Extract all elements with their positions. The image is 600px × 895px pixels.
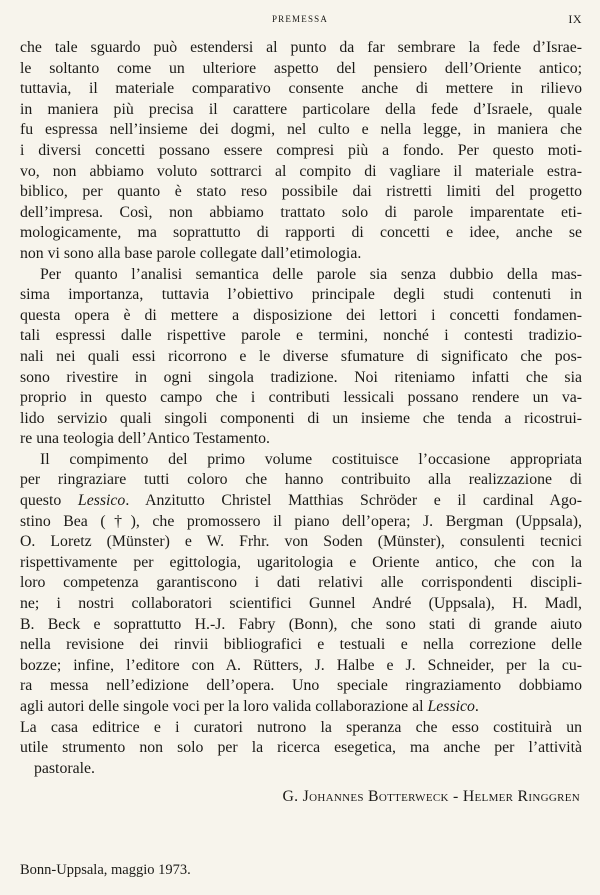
signature: G. Johannes Botterweck - Helmer Ringgren — [282, 788, 580, 806]
text-line: O. Loretz (Münster) e W. Frhr. von Soden (Münster), consulenti tecnici — [20, 533, 582, 551]
text-line: nali nei quali essi ricorrono e le diverse sfumature di significato che pos- — [20, 347, 582, 365]
text-line: bozze; infine, l’editore con A. Rütters, J. Halbe e J. Schneider, per la cu- — [20, 656, 582, 674]
text-line: non vi sono alla base parole collegate dall’etimologia. — [20, 244, 362, 262]
running-head — [0, 12, 600, 28]
text-run: . Anzitutto Christel Matthias Schröder e il cardinal Ago- — [125, 492, 582, 510]
text-line: questa opera è di mettere a disposizione dei lettori i concetti fondamen- — [20, 306, 582, 324]
text-line: rispettivamente per egittologia, ugaritologia e Oriente antico, che con la — [20, 553, 582, 571]
text-line: ne; i nostri collaboratori scientifici Gunnel André (Uppsala), H. Madl, — [20, 595, 582, 613]
italic-title: Lessico — [427, 698, 475, 715]
dateline: Bonn-Uppsala, maggio 1973. — [20, 862, 191, 878]
text-run: questo — [20, 492, 62, 510]
text-line: tuttavia, il materiale comparativo consente anche di mettere in rilievo — [20, 80, 582, 98]
text-line: biblico, per quanto è stato reso possibile dai ristretti limiti del progetto — [20, 183, 582, 201]
text-line: sono rivestire in ogni singola tradizione. Noi riteniamo infatti che sia — [20, 368, 582, 386]
text-line: La casa editrice e i curatori nutrono la speranza che esso costituirà un — [20, 718, 582, 736]
text-line: per ringraziare tutti coloro che hanno contribuito alla realizzazione di — [20, 471, 582, 489]
text-line: nella revisione dei rinvii bibliografici e testuali e nella correzione delle — [20, 636, 582, 654]
text-line: ra messa nell’edizione dell’opera. Uno speciale ringraziamento dobbiamo — [20, 677, 582, 695]
body-text — [20, 38, 582, 808]
text-line: B. Beck e soprattutto H.-J. Fabry (Bonn), che sono stati di grande aiuto — [20, 615, 582, 633]
text-line: tali espressi dalle rispettive parole e termini, nonché i contesti tradizio- — [20, 327, 582, 345]
italic-title: Lessico — [77, 492, 126, 510]
text-line: in maniera più precisa il carattere particolare della fede d’Israele, quale — [20, 100, 582, 118]
text-line: vo, non abbiamo voluto sottrarci al compito di vagliare il materiale estra- — [20, 162, 582, 180]
text-line: mologicamente, ma soprattutto di rapporti di concetti e idee, anche se — [20, 224, 582, 242]
page-number: IX — [568, 12, 582, 26]
text-line: utile strumento non solo per la ricerca esegetica, ma anche per l’attività — [20, 739, 582, 757]
text-line: che tale sguardo può estendersi al punto da far sembrare la fede d’Israe- — [20, 39, 582, 56]
text-line: stino Bea (†), che promossero il piano dell’opera; J. Bergman (Uppsala), — [20, 512, 582, 530]
text-line — [20, 491, 582, 512]
text-run: . — [474, 698, 479, 715]
text-line: fu espressa nell’insieme dei dogmi, nel culto e nella legge, in maniera che — [20, 121, 582, 139]
text-line: i diversi concetti possano essere compresi più a fondo. Per questo moti- — [20, 141, 582, 159]
text-line: pastorale. — [34, 759, 95, 777]
text-line: loro competenza garantiscono i dati relativi alle corrispondenti discipli- — [20, 574, 582, 592]
text-line: Il compimento del primo volume costituisce l’occasione appropriata — [40, 450, 582, 468]
running-head-title: PREMESSA — [271, 14, 329, 24]
text-run: agli autori delle singole voci per la loro valida collaborazione al — [20, 698, 424, 715]
text-line: re una teologia dell’Antico Testamento. — [20, 430, 270, 448]
text-line: lido servizio quali singoli componenti di un insieme che tenda a ricostrui- — [20, 409, 582, 427]
text-line: dell’impresa. Così, non abbiamo trattato solo di parole imparentate eti- — [20, 203, 582, 221]
text-line: le soltanto come un ulteriore aspetto del pensiero dell’Oriente antico; — [20, 59, 582, 77]
text-line: sima importanza, tuttavia l’obiettivo principale degli studi contenuti in — [20, 286, 582, 304]
text-line: proprio in questo campo che i contributi lessicali possano rendere un va- — [20, 389, 582, 407]
text-line: Per quanto l’analisi semantica delle parole sia senza dubbio della mas- — [40, 265, 582, 283]
text-line — [20, 697, 582, 718]
